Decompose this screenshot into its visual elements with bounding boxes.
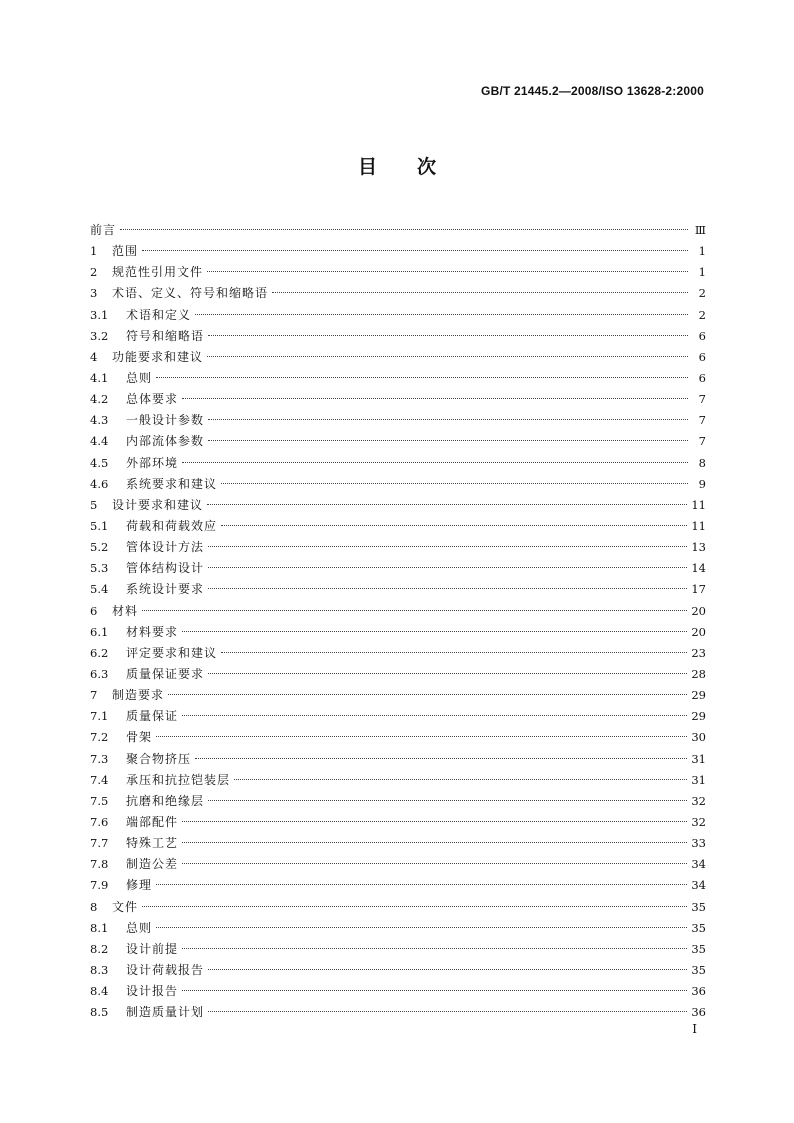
toc-entry-label: 制造公差 — [126, 857, 179, 872]
toc-entry-page: 32 — [691, 814, 706, 829]
toc-entry-number: 3.2 — [90, 328, 109, 343]
toc-entry[interactable] — [90, 283, 706, 304]
toc-entry-page: 36 — [691, 984, 706, 999]
toc-dot-leader — [182, 462, 688, 463]
toc-entry-number: 8.3 — [90, 962, 109, 977]
toc-entry-number: 7.5 — [90, 793, 109, 808]
toc-dot-leader — [182, 842, 687, 843]
toc-entry[interactable] — [90, 643, 706, 664]
toc-dot-leader — [156, 377, 688, 378]
toc-entry-page: 35 — [691, 962, 706, 977]
toc-entry-label: 管体设计方法 — [126, 540, 205, 555]
toc-entry[interactable] — [90, 897, 706, 918]
toc-entry-label: 聚合物挤压 — [126, 751, 192, 766]
toc-dot-leader — [156, 884, 687, 885]
toc-entry-number: 5 — [90, 497, 98, 512]
toc-entry-label: 功能要求和建议 — [112, 349, 204, 364]
toc-entry-number: 5.4 — [90, 582, 109, 597]
toc-entry-number: 7.1 — [90, 709, 109, 724]
toc-entry[interactable] — [90, 262, 706, 283]
toc-entry-number: 6.2 — [90, 645, 109, 660]
toc-entry[interactable] — [90, 960, 706, 981]
toc-entry-label: 承压和抗拉铠装层 — [126, 772, 231, 787]
toc-entry-page: 35 — [691, 941, 706, 956]
toc-entry-page: 23 — [691, 645, 706, 660]
toc-entry-label: 总则 — [126, 370, 153, 385]
table-of-contents — [90, 220, 706, 1023]
toc-entry-label: 材料要求 — [126, 624, 179, 639]
toc-entry-page: 2 — [698, 307, 706, 322]
toc-entry-label: 评定要求和建议 — [126, 645, 218, 660]
toc-entry[interactable] — [90, 664, 706, 685]
toc-entry-number: 7.9 — [90, 878, 109, 893]
toc-entry-number: 8 — [90, 899, 98, 914]
toc-entry[interactable] — [90, 1002, 706, 1023]
toc-dot-leader — [272, 292, 688, 293]
toc-entry-label: 管体结构设计 — [126, 561, 205, 576]
toc-entry-page: 35 — [691, 920, 706, 935]
toc-entry-page: 35 — [691, 899, 706, 914]
toc-entry-label: 范围 — [112, 244, 139, 259]
toc-entry-label: 术语、定义、符号和缩略语 — [112, 286, 269, 301]
toc-entry-number: 4.5 — [90, 455, 109, 470]
toc-dot-leader — [208, 567, 687, 568]
toc-entry[interactable] — [90, 474, 706, 495]
toc-entry-number: 7.2 — [90, 730, 109, 745]
toc-dot-leader — [195, 758, 687, 759]
toc-entry-page: 28 — [691, 666, 706, 681]
toc-dot-leader — [120, 229, 688, 230]
toc-dot-leader — [208, 673, 687, 674]
toc-dot-leader — [221, 483, 688, 484]
toc-entry-page: Ⅲ — [694, 223, 706, 237]
toc-dot-leader — [208, 419, 688, 420]
toc-entry-page: 7 — [698, 434, 706, 449]
toc-entry[interactable] — [90, 368, 706, 389]
toc-entry-number: 5.3 — [90, 561, 109, 576]
toc-dot-leader — [208, 1011, 687, 1012]
standard-code: GB/T 21445.2—2008/ISO 13628-2:2000 — [481, 84, 704, 98]
toc-entry-label: 文件 — [112, 899, 139, 914]
toc-dot-leader — [208, 588, 687, 589]
toc-entry-label: 制造质量计划 — [126, 1005, 205, 1020]
toc-dot-leader — [182, 631, 687, 632]
toc-entry-number: 4.6 — [90, 476, 109, 491]
toc-entry[interactable] — [90, 410, 706, 431]
toc-entry-label: 内部流体参数 — [126, 434, 205, 449]
toc-dot-leader — [221, 525, 687, 526]
toc-entry-page: 31 — [691, 772, 706, 787]
toc-entry[interactable] — [90, 495, 706, 516]
toc-entry[interactable] — [90, 579, 706, 600]
toc-entry-number: 7.3 — [90, 751, 109, 766]
toc-entry-number: 8.5 — [90, 1005, 109, 1020]
toc-entry-label: 一般设计参数 — [126, 413, 205, 428]
toc-entry[interactable] — [90, 918, 706, 939]
toc-dot-leader — [208, 546, 687, 547]
toc-entry-label: 设计荷载报告 — [126, 962, 205, 977]
toc-entry-label: 设计要求和建议 — [112, 497, 204, 512]
toc-entry-page: 34 — [691, 878, 706, 893]
toc-dot-leader — [156, 736, 687, 737]
toc-entry-page: 33 — [691, 836, 706, 851]
toc-entry-page: 20 — [691, 624, 706, 639]
toc-entry[interactable] — [90, 326, 706, 347]
toc-entry-number: 8.2 — [90, 941, 109, 956]
toc-entry-page: 34 — [691, 857, 706, 872]
toc-entry-page: 1 — [698, 265, 706, 280]
toc-entry-page: 29 — [691, 688, 706, 703]
toc-entry-number: 7.6 — [90, 814, 109, 829]
toc-entry-label: 材料 — [112, 603, 139, 618]
toc-dot-leader — [156, 927, 687, 928]
toc-entry-number: 7.8 — [90, 857, 109, 872]
title-char-2: 次 — [417, 156, 437, 178]
toc-entry[interactable] — [90, 305, 706, 326]
toc-entry-label: 前言 — [90, 223, 117, 237]
toc-entry-number: 2 — [90, 265, 98, 280]
toc-entry-page: 14 — [691, 561, 706, 576]
toc-entry-number: 6.1 — [90, 624, 109, 639]
toc-entry-page: 17 — [691, 582, 706, 597]
toc-entry[interactable] — [90, 812, 706, 833]
toc-entry[interactable] — [90, 833, 706, 854]
toc-entry[interactable] — [90, 601, 706, 622]
toc-entry-number: 7.4 — [90, 772, 109, 787]
toc-entry-label: 总则 — [126, 920, 153, 935]
toc-dot-leader — [207, 504, 687, 505]
toc-dot-leader — [221, 652, 687, 653]
toc-entry-number: 6 — [90, 603, 98, 618]
toc-dot-leader — [142, 610, 687, 611]
toc-entry-number: 4 — [90, 349, 98, 364]
toc-dot-leader — [208, 969, 687, 970]
toc-entry[interactable] — [90, 854, 706, 875]
title-char-1: 目 — [357, 156, 377, 178]
toc-entry-page: 29 — [691, 709, 706, 724]
toc-entry-label: 抗磨和绝缘层 — [126, 793, 205, 808]
toc-entry-label: 荷载和荷载效应 — [126, 518, 218, 533]
toc-entry-number: 5.1 — [90, 518, 109, 533]
toc-entry-label: 系统要求和建议 — [126, 476, 218, 491]
toc-entry-label: 制造要求 — [112, 688, 165, 703]
toc-entry[interactable] — [90, 875, 706, 896]
toc-entry[interactable] — [90, 347, 706, 368]
toc-dot-leader — [182, 715, 687, 716]
toc-entry-number: 6.3 — [90, 666, 109, 681]
toc-entry-label: 质量保证 — [126, 709, 179, 724]
toc-dot-leader — [182, 398, 688, 399]
toc-entry-number: 7.7 — [90, 836, 109, 851]
toc-entry-number: 5.2 — [90, 540, 109, 555]
toc-entry[interactable] — [90, 981, 706, 1002]
toc-entry-page: 6 — [698, 349, 706, 364]
toc-entry-label: 骨架 — [126, 730, 153, 745]
toc-entry[interactable] — [90, 558, 706, 579]
page-number: I — [692, 1022, 697, 1036]
toc-entry-page: 20 — [691, 603, 706, 618]
toc-entry-number: 4.1 — [90, 370, 109, 385]
toc-entry-label: 质量保证要求 — [126, 666, 205, 681]
toc-dot-leader — [168, 694, 687, 695]
toc-dot-leader — [234, 779, 687, 780]
toc-dot-leader — [182, 821, 687, 822]
toc-entry-label: 外部环境 — [126, 455, 179, 470]
toc-entry-number: 4.2 — [90, 392, 109, 407]
toc-entry[interactable] — [90, 749, 706, 770]
toc-entry-page: 6 — [698, 370, 706, 385]
toc-entry[interactable] — [90, 770, 706, 791]
toc-entry-label: 系统设计要求 — [126, 582, 205, 597]
toc-entry-number: 1 — [90, 244, 98, 259]
toc-entry-number: 4.3 — [90, 413, 109, 428]
toc-dot-leader — [207, 271, 688, 272]
toc-entry[interactable] — [90, 516, 706, 537]
toc-dot-leader — [195, 314, 688, 315]
toc-dot-leader — [208, 800, 687, 801]
toc-dot-leader — [182, 863, 687, 864]
toc-entry-label: 设计报告 — [126, 984, 179, 999]
toc-entry-label: 特殊工艺 — [126, 836, 179, 851]
toc-entry-page: 1 — [698, 244, 706, 259]
toc-entry-label: 术语和定义 — [126, 307, 192, 322]
toc-dot-leader — [142, 250, 688, 251]
toc-entry-page: 8 — [698, 455, 706, 470]
toc-entry[interactable] — [90, 389, 706, 410]
toc-entry-page: 9 — [698, 476, 706, 491]
toc-entry[interactable] — [90, 431, 706, 452]
toc-dot-leader — [207, 356, 688, 357]
toc-entry[interactable] — [90, 622, 706, 643]
toc-entry-page: 7 — [698, 413, 706, 428]
toc-dot-leader — [142, 906, 687, 907]
toc-entry-page: 13 — [691, 540, 706, 555]
toc-dot-leader — [208, 440, 688, 441]
toc-entry-label: 总体要求 — [126, 392, 179, 407]
toc-entry-page: 7 — [698, 392, 706, 407]
toc-entry-label: 设计前提 — [126, 941, 179, 956]
toc-dot-leader — [208, 335, 688, 336]
toc-entry[interactable] — [90, 453, 706, 474]
toc-entry-page: 30 — [691, 730, 706, 745]
toc-entry-number: 8.4 — [90, 984, 109, 999]
toc-entry-label: 端部配件 — [126, 814, 179, 829]
page-title — [0, 152, 794, 179]
toc-entry-number: 3 — [90, 286, 98, 301]
toc-entry[interactable] — [90, 685, 706, 706]
toc-entry-page: 32 — [691, 793, 706, 808]
toc-dot-leader — [182, 948, 687, 949]
toc-entry[interactable] — [90, 939, 706, 960]
toc-entry-label: 规范性引用文件 — [112, 265, 204, 280]
toc-entry[interactable] — [90, 727, 706, 748]
toc-entry-page: 2 — [698, 286, 706, 301]
toc-entry-label: 符号和缩略语 — [126, 328, 205, 343]
toc-entry-number: 4.4 — [90, 434, 109, 449]
toc-dot-leader — [182, 990, 687, 991]
toc-entry[interactable] — [90, 537, 706, 558]
toc-entry-number: 3.1 — [90, 307, 109, 322]
toc-entry-number: 7 — [90, 688, 98, 703]
toc-entry[interactable] — [90, 241, 706, 262]
toc-entry[interactable] — [90, 220, 706, 241]
toc-entry-page: 11 — [691, 518, 706, 533]
toc-entry-page: 31 — [691, 751, 706, 766]
toc-entry[interactable] — [90, 791, 706, 812]
toc-entry-label: 修理 — [126, 878, 153, 893]
toc-entry-page: 11 — [691, 497, 706, 512]
toc-entry-page: 6 — [698, 328, 706, 343]
toc-entry-page: 36 — [691, 1005, 706, 1020]
toc-entry-number: 8.1 — [90, 920, 109, 935]
toc-entry[interactable] — [90, 706, 706, 727]
